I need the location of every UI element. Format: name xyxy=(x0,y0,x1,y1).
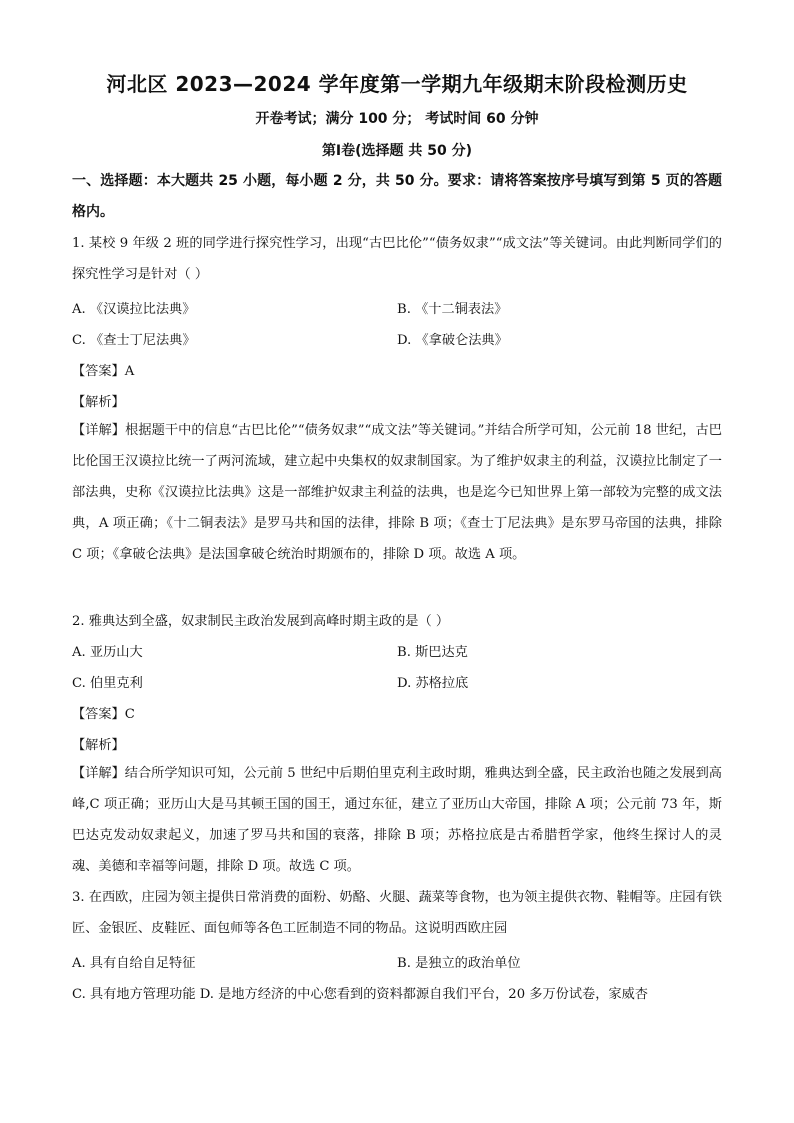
exam-title: 河北区 2023—2024 学年度第一学期九年级期末阶段检测历史 xyxy=(106,72,688,96)
question-2-stem: 2. 雅典达到全盛，奴隶制民主政治发展到高峰时期主政的是（ ） xyxy=(72,614,450,629)
question-3-stem: 3. 在西欧，庄园为领主提供日常消费的面粉、奶酪、火腿、蔬菜等食物，也为领主提供衣物、鞋帽等。庄园有铁匠、金银匠、皮鞋匠、面包师等各色工匠制造不同的物品。这说明西欧庄园 xyxy=(72,890,722,936)
question-1-analysis-label: 【解析】 xyxy=(72,395,125,410)
question-1-option-a: A. 《汉谟拉比法典》 xyxy=(72,302,196,317)
question-1-option-c: C. 《查士丁尼法典》 xyxy=(72,333,196,348)
question-3-option-a: A. 具有自给自足特征 xyxy=(72,956,196,971)
question-1-option-d: D. 《拿破仑法典》 xyxy=(397,333,508,348)
question-2-detail: 【详解】结合所学知识可知，公元前 5 世纪中后期伯里克利主政时期，雅典达到全盛，民主政治也随之发展到高峰,C 项正确；亚历山大是马其顿王国的国王，通过东征，建立了亚历山大帝国，排除 A 项；公元前 73 年，斯巴达克发动奴隶起义，加速了罗马共和国的衰落，排除 B 项；苏格拉底是古希腊哲学家，他终生探讨人的灵魂、美德和幸福等问题，排除 D 项。故选 C 项。 xyxy=(72,766,722,874)
question-1-option-b: B. 《十二铜表法》 xyxy=(397,302,508,317)
question-3-option-b: B. 是独立的政治单位 xyxy=(397,956,521,971)
question-2-option-d: D. 苏格拉底 xyxy=(397,676,469,691)
question-3-option-cd: C. 具有地方管理功能 D. 是地方经济的中心您看到的资料都源自我们平台，20 多万份试卷，家威杏 xyxy=(72,987,648,1002)
question-1-answer: 【答案】A xyxy=(72,364,135,379)
section-title: 第Ⅰ卷(选择题 共 50 分) xyxy=(321,143,473,159)
question-2-option-b: B. 斯巴达克 xyxy=(397,645,468,660)
question-2-option-a: A. 亚历山大 xyxy=(72,645,143,660)
question-1-stem: 1. 某校 9 年级 2 班的同学进行探究性学习，出现“古巴比伦”“债务奴隶”“成文法”等关键词。由此判断同学们的探究性学习是针对（ ） xyxy=(72,236,722,282)
question-1-detail: 【详解】根据题干中的信息“古巴比伦”“债务奴隶”“成文法”等关键词。”并结合所学可知，公元前 18 世纪，古巴比伦国王汉谟拉比统一了两河流域，建立起中央集权的奴隶制国家。为了维护奴隶主的利益，汉谟拉比制定了一部法典，史称《汉谟拉比法典》这是一部维护奴隶主利益的法典，也是迄今已知世界上第一部较为完整的成文法典，A 项正确；《十二铜表法》是罗马共和国的法律，排除 B 项；《查士丁尼法典》是东罗马帝国的法典，排除 C 项；《拿破仑法典》是法国拿破仑统治时期颁布的，排除 D 项。故选 A 项。 xyxy=(72,423,722,562)
exam-subtitle: 开卷考试；满分 100 分； 考试时间 60 分钟 xyxy=(255,111,539,127)
question-2-option-c: C. 伯里克利 xyxy=(72,676,143,691)
instructions: 一、选择题：本大题共 25 小题，每小题 2 分，共 50 分。要求：请将答案按序号填写到第 5 页的答题格内。 xyxy=(72,173,722,220)
question-2-answer: 【答案】C xyxy=(72,707,135,722)
question-2-analysis-label: 【解析】 xyxy=(72,738,125,753)
